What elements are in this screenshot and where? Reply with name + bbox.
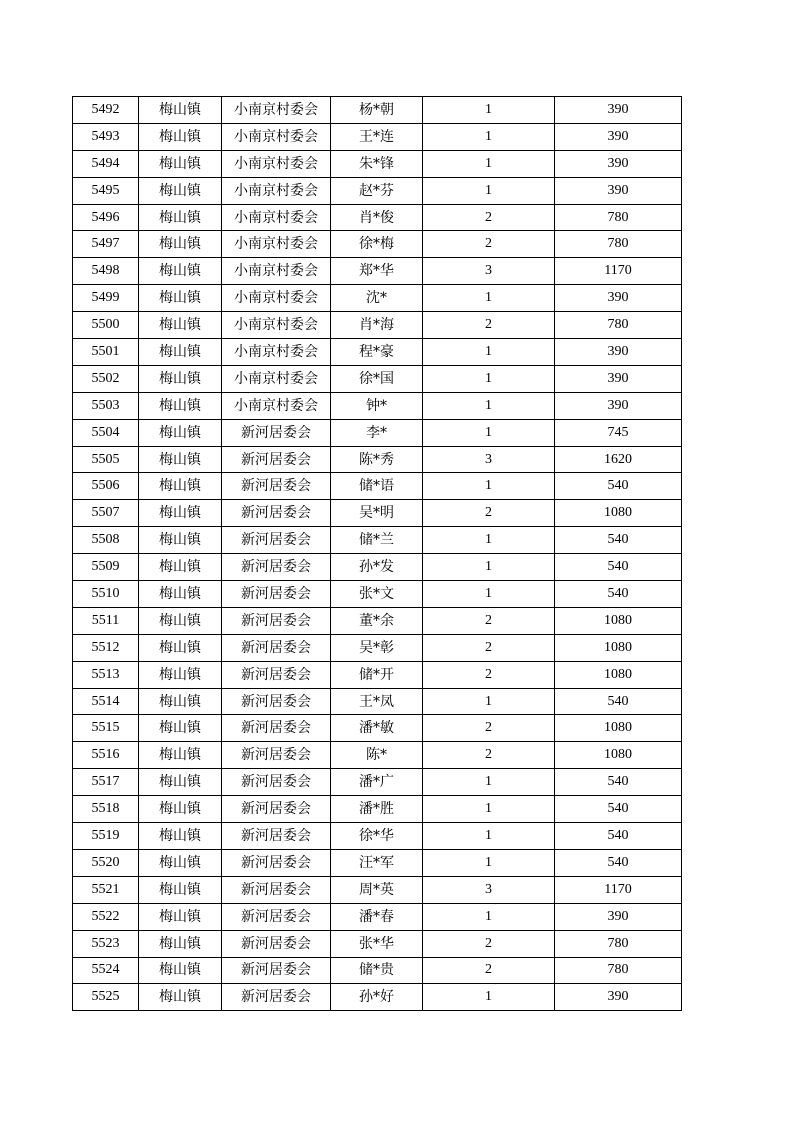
name-cell: 程*豪 <box>331 339 423 366</box>
town-cell: 梅山镇 <box>139 231 222 258</box>
amount-cell: 540 <box>555 554 682 581</box>
amount-cell: 390 <box>555 339 682 366</box>
name-cell: 储*兰 <box>331 527 423 554</box>
name-cell: 周*英 <box>331 876 423 903</box>
row-number-cell: 5517 <box>73 769 139 796</box>
town-cell: 梅山镇 <box>139 876 222 903</box>
town-cell: 梅山镇 <box>139 123 222 150</box>
town-cell: 梅山镇 <box>139 365 222 392</box>
table-row <box>73 285 682 312</box>
table-row <box>73 150 682 177</box>
town-cell: 梅山镇 <box>139 903 222 930</box>
town-cell: 梅山镇 <box>139 715 222 742</box>
count-cell: 2 <box>423 231 555 258</box>
count-cell: 1 <box>423 903 555 930</box>
amount-cell: 540 <box>555 796 682 823</box>
row-number-cell: 5525 <box>73 984 139 1011</box>
committee-cell: 小南京村委会 <box>222 231 331 258</box>
amount-cell: 1170 <box>555 876 682 903</box>
town-cell: 梅山镇 <box>139 688 222 715</box>
committee-cell: 小南京村委会 <box>222 150 331 177</box>
town-cell: 梅山镇 <box>139 527 222 554</box>
name-cell: 徐*国 <box>331 365 423 392</box>
row-number-cell: 5521 <box>73 876 139 903</box>
town-cell: 梅山镇 <box>139 473 222 500</box>
name-cell: 陈*秀 <box>331 446 423 473</box>
committee-cell: 新河居委会 <box>222 984 331 1011</box>
table-row <box>73 688 682 715</box>
town-cell: 梅山镇 <box>139 930 222 957</box>
count-cell: 1 <box>423 984 555 1011</box>
town-cell: 梅山镇 <box>139 984 222 1011</box>
amount-cell: 540 <box>555 581 682 608</box>
name-cell: 张*文 <box>331 581 423 608</box>
name-cell: 杨*朝 <box>331 97 423 124</box>
committee-cell: 新河居委会 <box>222 554 331 581</box>
row-number-cell: 5502 <box>73 365 139 392</box>
row-number-cell: 5524 <box>73 957 139 984</box>
table-row <box>73 97 682 124</box>
table-row <box>73 258 682 285</box>
table-row <box>73 473 682 500</box>
table-row <box>73 823 682 850</box>
name-cell: 郑*华 <box>331 258 423 285</box>
name-cell: 徐*梅 <box>331 231 423 258</box>
name-cell: 赵*芬 <box>331 177 423 204</box>
name-cell: 钟* <box>331 392 423 419</box>
town-cell: 梅山镇 <box>139 285 222 312</box>
amount-cell: 390 <box>555 392 682 419</box>
town-cell: 梅山镇 <box>139 661 222 688</box>
committee-cell: 新河居委会 <box>222 903 331 930</box>
count-cell: 1 <box>423 796 555 823</box>
name-cell: 张*华 <box>331 930 423 957</box>
row-number-cell: 5506 <box>73 473 139 500</box>
amount-cell: 540 <box>555 823 682 850</box>
table-row <box>73 607 682 634</box>
row-number-cell: 5508 <box>73 527 139 554</box>
committee-cell: 新河居委会 <box>222 796 331 823</box>
name-cell: 储*开 <box>331 661 423 688</box>
name-cell: 汪*军 <box>331 849 423 876</box>
name-cell: 朱*锋 <box>331 150 423 177</box>
name-cell: 储*语 <box>331 473 423 500</box>
count-cell: 2 <box>423 957 555 984</box>
committee-cell: 新河居委会 <box>222 688 331 715</box>
count-cell: 1 <box>423 554 555 581</box>
count-cell: 3 <box>423 258 555 285</box>
name-cell: 沈* <box>331 285 423 312</box>
town-cell: 梅山镇 <box>139 769 222 796</box>
name-cell: 潘*春 <box>331 903 423 930</box>
amount-cell: 1620 <box>555 446 682 473</box>
town-cell: 梅山镇 <box>139 957 222 984</box>
count-cell: 2 <box>423 634 555 661</box>
count-cell: 1 <box>423 849 555 876</box>
table-row <box>73 930 682 957</box>
committee-cell: 新河居委会 <box>222 849 331 876</box>
table-row <box>73 446 682 473</box>
amount-cell: 1170 <box>555 258 682 285</box>
amount-cell: 540 <box>555 473 682 500</box>
row-number-cell: 5498 <box>73 258 139 285</box>
row-number-cell: 5515 <box>73 715 139 742</box>
name-cell: 王*连 <box>331 123 423 150</box>
table-row <box>73 769 682 796</box>
row-number-cell: 5505 <box>73 446 139 473</box>
row-number-cell: 5514 <box>73 688 139 715</box>
row-number-cell: 5507 <box>73 500 139 527</box>
committee-cell: 小南京村委会 <box>222 392 331 419</box>
town-cell: 梅山镇 <box>139 392 222 419</box>
row-number-cell: 5513 <box>73 661 139 688</box>
table-row <box>73 715 682 742</box>
name-cell: 潘*敏 <box>331 715 423 742</box>
table-row <box>73 661 682 688</box>
town-cell: 梅山镇 <box>139 554 222 581</box>
town-cell: 梅山镇 <box>139 97 222 124</box>
amount-cell: 1080 <box>555 500 682 527</box>
town-cell: 梅山镇 <box>139 204 222 231</box>
table-row <box>73 204 682 231</box>
name-cell: 董*余 <box>331 607 423 634</box>
committee-cell: 新河居委会 <box>222 930 331 957</box>
name-cell: 潘*广 <box>331 769 423 796</box>
amount-cell: 780 <box>555 204 682 231</box>
committee-cell: 小南京村委会 <box>222 204 331 231</box>
town-cell: 梅山镇 <box>139 500 222 527</box>
committee-cell: 小南京村委会 <box>222 123 331 150</box>
row-number-cell: 5516 <box>73 742 139 769</box>
name-cell: 李* <box>331 419 423 446</box>
table-row <box>73 392 682 419</box>
table-row <box>73 419 682 446</box>
committee-cell: 新河居委会 <box>222 527 331 554</box>
row-number-cell: 5518 <box>73 796 139 823</box>
count-cell: 3 <box>423 446 555 473</box>
table-row <box>73 742 682 769</box>
committee-cell: 小南京村委会 <box>222 365 331 392</box>
count-cell: 1 <box>423 97 555 124</box>
amount-cell: 540 <box>555 688 682 715</box>
amount-cell: 540 <box>555 769 682 796</box>
row-number-cell: 5495 <box>73 177 139 204</box>
count-cell: 1 <box>423 688 555 715</box>
name-cell: 徐*华 <box>331 823 423 850</box>
committee-cell: 新河居委会 <box>222 500 331 527</box>
table-row <box>73 554 682 581</box>
name-cell: 吴*彰 <box>331 634 423 661</box>
row-number-cell: 5519 <box>73 823 139 850</box>
amount-cell: 390 <box>555 150 682 177</box>
town-cell: 梅山镇 <box>139 312 222 339</box>
town-cell: 梅山镇 <box>139 581 222 608</box>
name-cell: 吴*明 <box>331 500 423 527</box>
count-cell: 1 <box>423 177 555 204</box>
count-cell: 1 <box>423 365 555 392</box>
amount-cell: 390 <box>555 285 682 312</box>
amount-cell: 1080 <box>555 661 682 688</box>
committee-cell: 新河居委会 <box>222 607 331 634</box>
row-number-cell: 5512 <box>73 634 139 661</box>
amount-cell: 540 <box>555 849 682 876</box>
count-cell: 1 <box>423 419 555 446</box>
row-number-cell: 5523 <box>73 930 139 957</box>
count-cell: 2 <box>423 500 555 527</box>
amount-cell: 390 <box>555 984 682 1011</box>
table-row <box>73 231 682 258</box>
count-cell: 1 <box>423 285 555 312</box>
committee-cell: 新河居委会 <box>222 419 331 446</box>
committee-cell: 新河居委会 <box>222 876 331 903</box>
count-cell: 2 <box>423 661 555 688</box>
amount-cell: 1080 <box>555 634 682 661</box>
amount-cell: 780 <box>555 312 682 339</box>
table-row <box>73 634 682 661</box>
amount-cell: 780 <box>555 930 682 957</box>
count-cell: 1 <box>423 339 555 366</box>
committee-cell: 小南京村委会 <box>222 97 331 124</box>
table-row <box>73 177 682 204</box>
amount-cell: 390 <box>555 123 682 150</box>
count-cell: 3 <box>423 876 555 903</box>
amount-cell: 745 <box>555 419 682 446</box>
committee-cell: 小南京村委会 <box>222 177 331 204</box>
row-number-cell: 5511 <box>73 607 139 634</box>
row-number-cell: 5492 <box>73 97 139 124</box>
table-row <box>73 581 682 608</box>
committee-cell: 小南京村委会 <box>222 258 331 285</box>
count-cell: 1 <box>423 392 555 419</box>
committee-cell: 新河居委会 <box>222 823 331 850</box>
amount-cell: 390 <box>555 365 682 392</box>
name-cell: 王*凤 <box>331 688 423 715</box>
committee-cell: 新河居委会 <box>222 957 331 984</box>
name-cell: 孙*好 <box>331 984 423 1011</box>
row-number-cell: 5497 <box>73 231 139 258</box>
amount-cell: 390 <box>555 177 682 204</box>
name-cell: 孙*发 <box>331 554 423 581</box>
row-number-cell: 5522 <box>73 903 139 930</box>
committee-cell: 新河居委会 <box>222 446 331 473</box>
committee-cell: 新河居委会 <box>222 634 331 661</box>
table-row <box>73 312 682 339</box>
town-cell: 梅山镇 <box>139 607 222 634</box>
count-cell: 2 <box>423 607 555 634</box>
count-cell: 1 <box>423 123 555 150</box>
amount-cell: 390 <box>555 903 682 930</box>
table-row <box>73 849 682 876</box>
row-number-cell: 5496 <box>73 204 139 231</box>
count-cell: 2 <box>423 312 555 339</box>
town-cell: 梅山镇 <box>139 849 222 876</box>
row-number-cell: 5494 <box>73 150 139 177</box>
count-cell: 2 <box>423 930 555 957</box>
committee-cell: 小南京村委会 <box>222 285 331 312</box>
town-cell: 梅山镇 <box>139 446 222 473</box>
table-row <box>73 365 682 392</box>
row-number-cell: 5501 <box>73 339 139 366</box>
amount-cell: 1080 <box>555 715 682 742</box>
table-row <box>73 903 682 930</box>
table-row <box>73 957 682 984</box>
row-number-cell: 5500 <box>73 312 139 339</box>
count-cell: 1 <box>423 527 555 554</box>
name-cell: 肖*俊 <box>331 204 423 231</box>
committee-cell: 新河居委会 <box>222 661 331 688</box>
data-table <box>72 96 682 1011</box>
committee-cell: 新河居委会 <box>222 715 331 742</box>
amount-cell: 540 <box>555 527 682 554</box>
amount-cell: 780 <box>555 231 682 258</box>
count-cell: 2 <box>423 204 555 231</box>
committee-cell: 小南京村委会 <box>222 312 331 339</box>
table-row <box>73 527 682 554</box>
count-cell: 2 <box>423 742 555 769</box>
table-row <box>73 123 682 150</box>
amount-cell: 390 <box>555 97 682 124</box>
amount-cell: 1080 <box>555 607 682 634</box>
committee-cell: 新河居委会 <box>222 769 331 796</box>
table-row <box>73 339 682 366</box>
row-number-cell: 5504 <box>73 419 139 446</box>
town-cell: 梅山镇 <box>139 419 222 446</box>
count-cell: 1 <box>423 473 555 500</box>
amount-cell: 1080 <box>555 742 682 769</box>
committee-cell: 新河居委会 <box>222 473 331 500</box>
table-row <box>73 796 682 823</box>
town-cell: 梅山镇 <box>139 150 222 177</box>
count-cell: 1 <box>423 581 555 608</box>
committee-cell: 小南京村委会 <box>222 339 331 366</box>
town-cell: 梅山镇 <box>139 742 222 769</box>
row-number-cell: 5499 <box>73 285 139 312</box>
count-cell: 1 <box>423 769 555 796</box>
row-number-cell: 5510 <box>73 581 139 608</box>
table-row <box>73 876 682 903</box>
town-cell: 梅山镇 <box>139 823 222 850</box>
table-row <box>73 984 682 1011</box>
committee-cell: 新河居委会 <box>222 742 331 769</box>
name-cell: 储*贵 <box>331 957 423 984</box>
town-cell: 梅山镇 <box>139 634 222 661</box>
row-number-cell: 5503 <box>73 392 139 419</box>
name-cell: 陈* <box>331 742 423 769</box>
table-row <box>73 500 682 527</box>
name-cell: 潘*胜 <box>331 796 423 823</box>
amount-cell: 780 <box>555 957 682 984</box>
count-cell: 2 <box>423 715 555 742</box>
town-cell: 梅山镇 <box>139 796 222 823</box>
committee-cell: 新河居委会 <box>222 581 331 608</box>
table-body <box>73 97 682 1011</box>
town-cell: 梅山镇 <box>139 339 222 366</box>
town-cell: 梅山镇 <box>139 177 222 204</box>
row-number-cell: 5493 <box>73 123 139 150</box>
count-cell: 1 <box>423 823 555 850</box>
row-number-cell: 5509 <box>73 554 139 581</box>
town-cell: 梅山镇 <box>139 258 222 285</box>
name-cell: 肖*海 <box>331 312 423 339</box>
row-number-cell: 5520 <box>73 849 139 876</box>
count-cell: 1 <box>423 150 555 177</box>
